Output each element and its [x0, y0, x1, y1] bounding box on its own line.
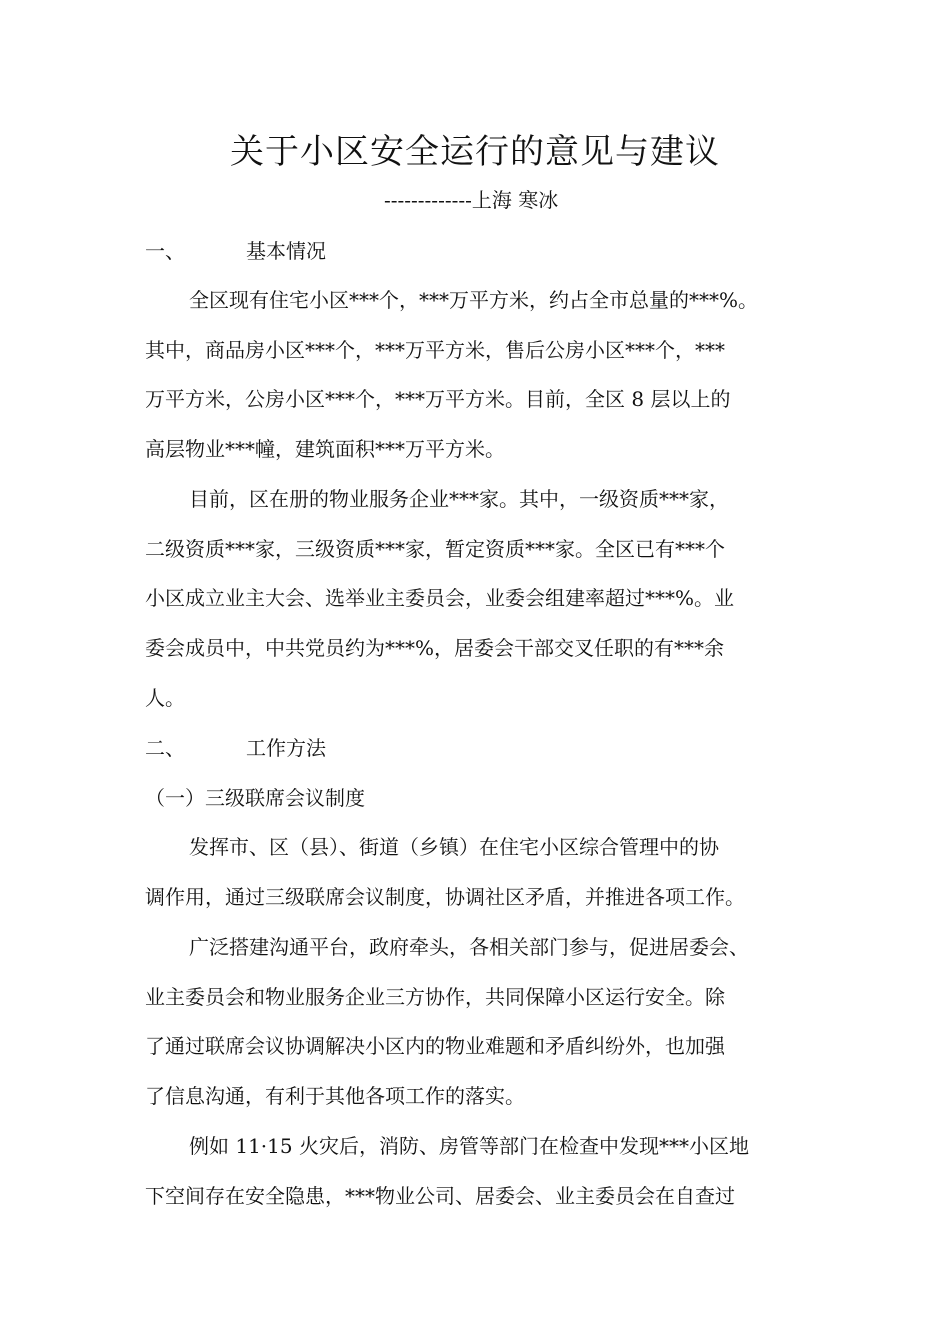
- paragraph-line: 全区现有住宅小区***个，***万平方米，约占全市总量的***%。: [189, 288, 759, 312]
- section-number: 一、: [145, 239, 185, 263]
- paragraph-line: 下空间存在安全隐患，***物业公司、居委会、业主委员会在自查过: [145, 1184, 735, 1208]
- section-heading: 工作方法: [246, 736, 326, 760]
- section-heading: 基本情况: [246, 239, 326, 263]
- paragraph-line: 了通过联席会议协调解决小区内的物业难题和矛盾纠纷外，也加强: [145, 1034, 725, 1058]
- paragraph-line: 二级资质***家，三级资质***家，暂定资质***家。全区已有***个: [145, 537, 725, 561]
- paragraph-line: 业主委员会和物业服务企业三方协作，共同保障小区运行安全。除: [145, 985, 725, 1009]
- paragraph-line: 万平方米，公房小区***个，***万平方米。目前，全区 8 层以上的: [145, 387, 731, 411]
- paragraph-line: 了信息沟通，有利于其他各项工作的落实。: [145, 1084, 525, 1108]
- section-number: 二、: [145, 736, 185, 760]
- paragraph-line: 广泛搭建沟通平台，政府牵头，各相关部门参与，促进居委会、: [189, 935, 749, 959]
- paragraph-line: 调作用，通过三级联席会议制度，协调社区矛盾，并推进各项工作。: [145, 885, 745, 909]
- paragraph-line: 其中，商品房小区***个，***万平方米，售后公房小区***个，***: [145, 338, 725, 362]
- paragraph-line: 目前，区在册的物业服务企业***家。其中，一级资质***家，: [189, 487, 729, 511]
- paragraph-line: 例如 11·15 火灾后，消防、房管等部门在检查中发现***小区地: [189, 1134, 749, 1158]
- document-title: 关于小区安全运行的意见与建议: [230, 132, 720, 172]
- paragraph-line: 高层物业***幢，建筑面积***万平方米。: [145, 437, 505, 461]
- paragraph-line: 人。: [145, 686, 185, 710]
- document-author: -------------上海 寒冰: [384, 188, 559, 212]
- paragraph-line: 小区成立业主大会、选举业主委员会，业委会组建率超过***%。业: [145, 586, 735, 610]
- paragraph-line: 发挥市、区（县）、街道（乡镇）在住宅小区综合管理中的协: [189, 835, 719, 859]
- subsection-heading: （一）三级联席会议制度: [145, 786, 365, 810]
- paragraph-line: 委会成员中，中共党员约为***%，居委会干部交叉任职的有***余: [145, 636, 725, 660]
